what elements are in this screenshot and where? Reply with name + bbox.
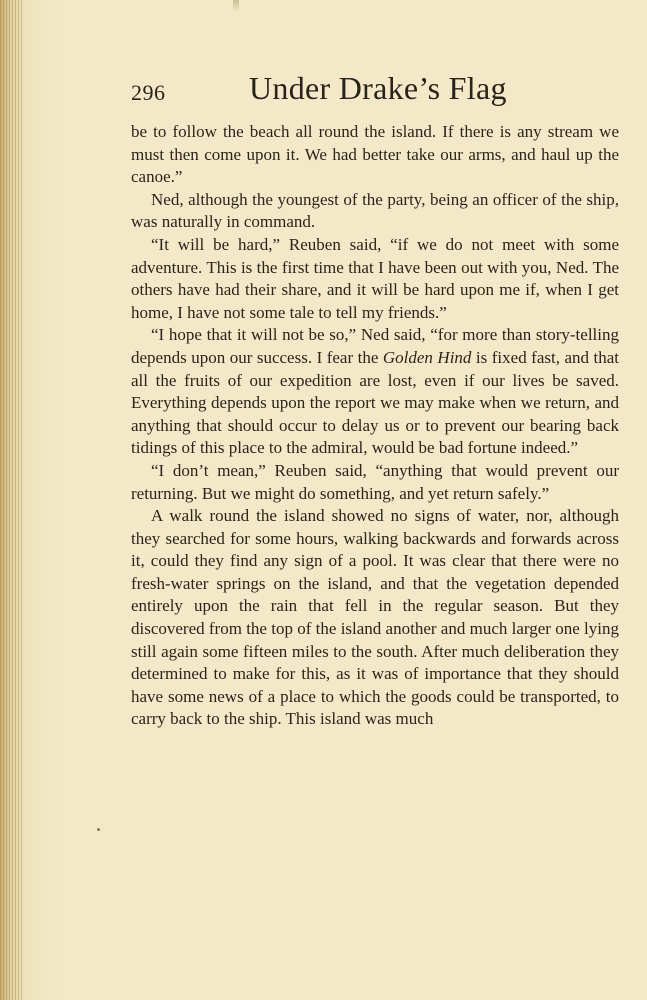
running-title: Under Drake’s Flag (249, 70, 507, 106)
paragraph: “It will be hard,” Reuben said, “if we do not meet with some adventure. This is the first time that I have been out with you, Ned. The others have had their share, and it will be hard upon me if, when I get home, I have not some tale to tell my friends.” (131, 234, 619, 322)
page-header (131, 70, 619, 110)
page-gutter (0, 0, 22, 1000)
paragraph: “I don’t mean,” Reuben said, “anything that would prevent our returning. But we might do something, and yet return safely.” (131, 460, 619, 503)
body-text (131, 121, 619, 731)
page-number: 296 (131, 80, 166, 105)
paragraph: Ned, although the youngest of the party, being an officer of the ship, was naturally in command. (131, 189, 619, 232)
paragraph: be to follow the beach all round the island. If there is any stream we must then come upon it. We had better take our arms, and haul up the canoe.” (131, 122, 619, 187)
paragraph-text: is fixed fast, and that all the fruits of our expedition are lost, even if our lives be saved. Everything depends upon the report we may make when we return, and anything that should occur to delay us or to prevent our bearing back tidings of this place to the admiral, would be bad fortune indeed.” (131, 347, 619, 458)
page-mark (233, 0, 239, 12)
paragraph (131, 324, 619, 460)
paragraph-text: “I hope that it will not be so,” Ned said, “for more than story-telling depends upon our success. I fear the (131, 325, 619, 367)
paper-speck (97, 828, 100, 831)
paragraph: A walk round the island showed no signs of water, nor, although they searched for some hours, walking backwards and forwards across it, could they find any sign of a pool. It was clear that there were no fresh-water springs on the island, and that the vegetation depended entirely upon the rain that fell in the regular season. But they discovered from the top of the island another and much larger one lying still again some fifteen miles to the south. After much deliberation they determined to make for this, as it was of importance that they should have some news of a place to which the goods could be transported, to carry back to the ship. This island was much (131, 506, 619, 729)
ship-name: Golden Hind (382, 347, 472, 367)
